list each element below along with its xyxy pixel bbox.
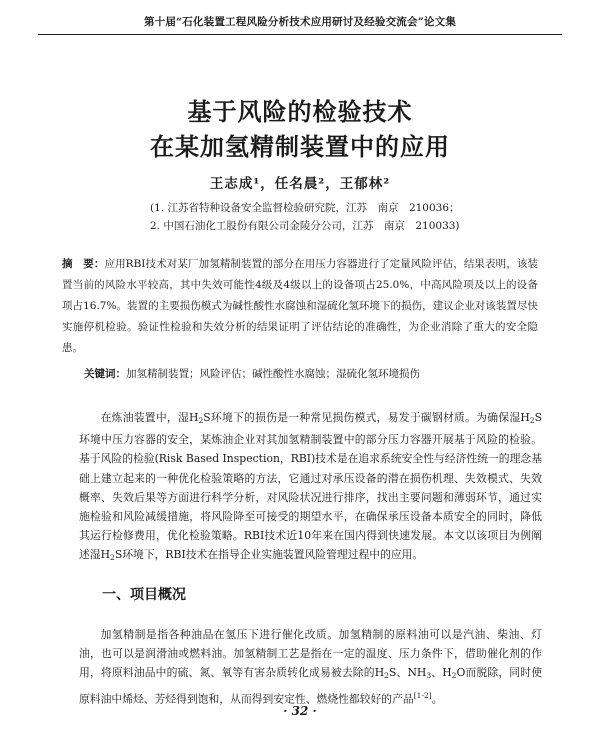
- p2-sub-b: 3: [426, 671, 432, 681]
- page-number: · 32 ·: [283, 704, 317, 718]
- body-paragraph-2: [79, 625, 542, 708]
- p1-text-d: S环境下，RBI技术在指导企业实施装置风险管理过程中的应用。: [114, 548, 424, 562]
- p1-sub-c: 2: [110, 553, 115, 563]
- affiliation-1: (1. 江苏省特种设备安全监督检验研究院，江苏 南京 210036；: [150, 202, 460, 214]
- p2-text-e: 。: [431, 692, 443, 706]
- p1-text-b: S环境下的损伤是一种常见损伤模式，易发于碳钢材质。为确保湿H: [203, 411, 530, 424]
- keywords-text: 加氢精制装置；风险评估；碱性酸性水腐蚀；湿硫化氢环境损伤: [126, 368, 420, 380]
- p2-sub-a: 2: [384, 671, 389, 681]
- p2-sub-c: 2: [451, 671, 457, 681]
- title-line-2: 在某加氢精制装置中的应用: [150, 133, 450, 161]
- p1-sub-a: 2: [198, 416, 204, 425]
- keywords-label: 关键词：: [84, 368, 126, 380]
- keywords: [84, 366, 554, 381]
- running-header: 第十届“石化装置工程风险分析技术应用研讨及经验交流会”论文集: [143, 16, 457, 28]
- p2-text-d: O而脱除，同时使原料油中烯烃、芳烃得到饱和，从而得到安定性、燃烧性都较好的产品: [79, 666, 543, 706]
- section-heading: 一、项目概况: [102, 587, 186, 603]
- abstract-text: 应用RBI技术对某厂加氢精制装置的部分在用压力容器进行了定量风险评估，结果表明，该装置当前的风险水平较高，其中失效可能性4级及4级以上的设备项占25.0%，中高风险项及以上的设备项占16.7%。装置的主要损伤模式为碱性酸性水腐蚀和湿硫化氢环境下的损伤，建议企业对该装置尽快实施停机检验。验证性检验和失效分析的结果证明了评估结论的准确性，为企业消除了重大的安全隐患。: [62, 258, 539, 354]
- citation-ref[interactable]: [1-2]: [413, 690, 432, 700]
- body-paragraph-1: [79, 408, 542, 568]
- abstract-label: 摘 要：: [62, 258, 105, 270]
- title-line-1: 基于风险的检验技术: [187, 98, 413, 126]
- affiliation-2: 2. 中国石油化工股份有限公司金陵分公司，江苏 南京 210033): [150, 220, 460, 232]
- p2-text-c: 、H: [431, 666, 452, 680]
- abstract: [62, 254, 538, 359]
- p1-text-a: 在炼油装置中，湿H: [100, 411, 199, 424]
- header-rule: [38, 34, 562, 35]
- p1-sub-b: 2: [529, 416, 535, 425]
- p2-text-b: S、NH: [388, 666, 427, 680]
- p2-text-a: 加氢精制是指各种油品在氢压下进行催化改质。加氢精制的原料油可以是汽油、柴油、灯油，也可以是润滑油或燃料油。加氢精制工艺是指在一定的温度、压力条件下，借助催化剂的作用，将原料油品中的硫、氮、氧等有害杂质转化成易被去除的H: [79, 628, 542, 680]
- p1-text-c: S环境中压力容器的安全，某炼油企业对其加氢精制装置中的部分压力容器开展基于风险的检验。基于风险的检验(Risk Based Inspection，RBI)技术是在追求系统安全性与经济性统一的理念基础上建立起来的一种优化检验策略的方法，它通过对承压设备的潜在损伤机理、失效模式、失效概率、失效后果等方面进行科学分析，对风险状况进行排序，找出主要问题和薄弱环节，通过实施检验和风险减缓措施，将风险降至可接受的期望水平，在确保承压设备本质安全的同时，降低其运行检修费用，优化检验策略。RBI技术近10年来在国内得到快速发展。本文以该项目为例阐述湿H: [79, 411, 543, 562]
- authors: 王志成¹，任名晨²，王郁林²: [209, 176, 391, 192]
